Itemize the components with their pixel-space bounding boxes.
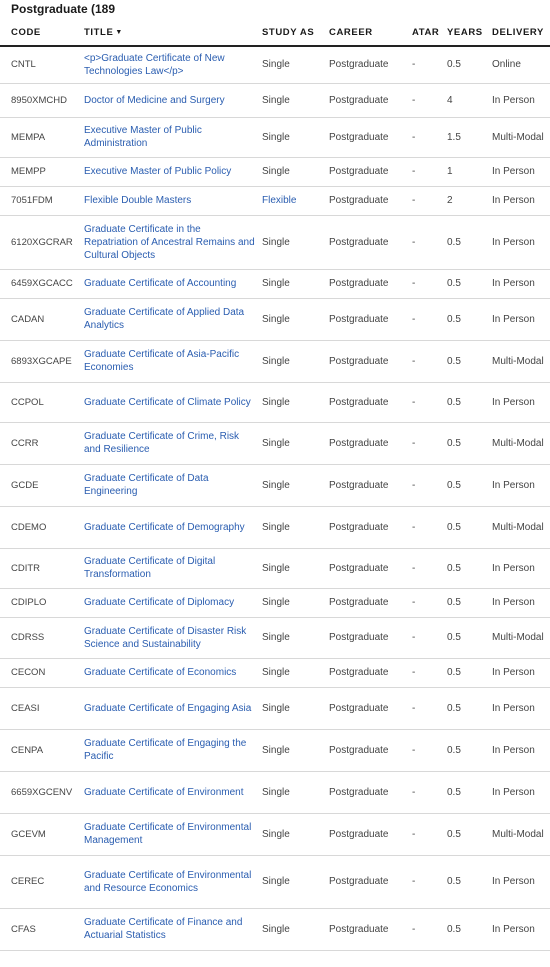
row-delivery: In Person xyxy=(492,729,550,771)
row-title-link[interactable]: Graduate Certificate of Disaster Risk Science and Sustainability xyxy=(84,617,262,658)
table-row[interactable] xyxy=(0,687,550,729)
row-study-as: Single xyxy=(262,548,329,588)
row-atar: - xyxy=(412,813,447,855)
row-code: CEREC xyxy=(0,855,84,908)
row-study-as: Single xyxy=(262,157,329,186)
table-header-row xyxy=(0,19,550,46)
row-years: 4 xyxy=(447,83,492,117)
row-title-link[interactable]: Graduate Certificate of Finance and Actuarial Statistics xyxy=(84,908,262,950)
programs-table xyxy=(0,19,550,951)
row-years: 0.5 xyxy=(447,215,492,269)
row-study-as: Single xyxy=(262,464,329,506)
row-years: 0.5 xyxy=(447,729,492,771)
row-years: 1.5 xyxy=(447,117,492,157)
row-title-link[interactable]: Graduate Certificate of Engaging the Pacific xyxy=(84,729,262,771)
section-heading: Postgraduate (189 xyxy=(11,2,116,16)
col-header-years[interactable]: YEARS xyxy=(447,19,492,46)
row-career: Postgraduate xyxy=(329,186,412,215)
row-study-as: Single xyxy=(262,422,329,464)
row-code: MEMPA xyxy=(0,117,84,157)
table-row[interactable] xyxy=(0,813,550,855)
row-atar: - xyxy=(412,771,447,813)
row-career: Postgraduate xyxy=(329,687,412,729)
row-study-as: Single xyxy=(262,687,329,729)
table-row[interactable] xyxy=(0,908,550,950)
row-study-as: Single xyxy=(262,83,329,117)
row-title-link[interactable]: Graduate Certificate of Environmental Management xyxy=(84,813,262,855)
row-atar: - xyxy=(412,729,447,771)
row-delivery: In Person xyxy=(492,658,550,687)
row-career: Postgraduate xyxy=(329,340,412,382)
row-study-as: Single xyxy=(262,382,329,422)
row-atar: - xyxy=(412,908,447,950)
table-row[interactable] xyxy=(0,617,550,658)
row-code: CFAS xyxy=(0,908,84,950)
row-delivery: Online xyxy=(492,46,550,83)
row-delivery: In Person xyxy=(492,382,550,422)
row-years: 1 xyxy=(447,157,492,186)
col-header-career[interactable]: CAREER xyxy=(329,19,412,46)
row-delivery: In Person xyxy=(492,548,550,588)
row-atar: - xyxy=(412,215,447,269)
row-code: CCRR xyxy=(0,422,84,464)
row-title-link[interactable]: Flexible Double Masters xyxy=(84,186,262,215)
row-career: Postgraduate xyxy=(329,813,412,855)
row-delivery: In Person xyxy=(492,186,550,215)
row-title-link[interactable]: Graduate Certificate of Economics xyxy=(84,658,262,687)
row-delivery: In Person xyxy=(492,298,550,340)
row-delivery: Multi-Modal xyxy=(492,617,550,658)
row-years: 0.5 xyxy=(447,422,492,464)
row-title-link[interactable]: Graduate Certificate of Climate Policy xyxy=(84,382,262,422)
row-title-link[interactable]: Graduate Certificate of Environment xyxy=(84,771,262,813)
row-code: 6459XGCACC xyxy=(0,269,84,298)
row-study-as: Single xyxy=(262,588,329,617)
row-atar: - xyxy=(412,658,447,687)
row-atar: - xyxy=(412,687,447,729)
row-atar: - xyxy=(412,464,447,506)
row-delivery: Multi-Modal xyxy=(492,506,550,548)
table-row[interactable] xyxy=(0,548,550,588)
row-years: 0.5 xyxy=(447,855,492,908)
table-row[interactable] xyxy=(0,506,550,548)
col-header-delivery[interactable]: DELIVERY xyxy=(492,19,550,46)
row-years: 0.5 xyxy=(447,464,492,506)
row-atar: - xyxy=(412,422,447,464)
col-header-study-as[interactable]: STUDY AS xyxy=(262,19,329,46)
table-row[interactable] xyxy=(0,215,550,269)
row-career: Postgraduate xyxy=(329,157,412,186)
row-title-link[interactable]: <p>Graduate Certificate of New Technologies Law</p> xyxy=(84,46,262,83)
row-code: 8950XMCHD xyxy=(0,83,84,117)
row-atar: - xyxy=(412,506,447,548)
row-study-as: Single xyxy=(262,215,329,269)
row-years: 0.5 xyxy=(447,548,492,588)
row-atar: - xyxy=(412,46,447,83)
row-years: 2 xyxy=(447,186,492,215)
row-study-as: Single xyxy=(262,298,329,340)
row-study-as: Single xyxy=(262,658,329,687)
row-title-link[interactable]: Graduate Certificate of Accounting xyxy=(84,269,262,298)
row-career: Postgraduate xyxy=(329,269,412,298)
row-code: CDIPLO xyxy=(0,588,84,617)
row-title-link[interactable]: Graduate Certificate of Environmental and Resource Economics xyxy=(84,855,262,908)
row-years: 0.5 xyxy=(447,46,492,83)
row-career: Postgraduate xyxy=(329,117,412,157)
row-years: 0.5 xyxy=(447,813,492,855)
col-header-code[interactable]: CODE xyxy=(0,19,84,46)
row-atar: - xyxy=(412,588,447,617)
row-title-link[interactable]: Graduate Certificate of Applied Data Analytics xyxy=(84,298,262,340)
row-atar: - xyxy=(412,340,447,382)
row-years: 0.5 xyxy=(447,340,492,382)
row-title-link[interactable]: Executive Master of Public Administration xyxy=(84,117,262,157)
row-study-as: Single xyxy=(262,340,329,382)
row-years: 0.5 xyxy=(447,269,492,298)
row-title-link[interactable]: Doctor of Medicine and Surgery xyxy=(84,83,262,117)
row-career: Postgraduate xyxy=(329,908,412,950)
row-delivery: Multi-Modal xyxy=(492,117,550,157)
row-study-as: Single xyxy=(262,46,329,83)
row-code: 6120XGCRAR xyxy=(0,215,84,269)
row-title-link[interactable]: Graduate Certificate of Digital Transformation xyxy=(84,548,262,588)
row-code: CNTL xyxy=(0,46,84,83)
row-atar: - xyxy=(412,157,447,186)
row-title-link[interactable]: Graduate Certificate of Engaging Asia xyxy=(84,687,262,729)
row-career: Postgraduate xyxy=(329,588,412,617)
row-study-as: Single xyxy=(262,855,329,908)
row-atar: - xyxy=(412,548,447,588)
row-study-as: Single xyxy=(262,117,329,157)
table-row[interactable] xyxy=(0,464,550,506)
table-row[interactable] xyxy=(0,588,550,617)
row-career: Postgraduate xyxy=(329,506,412,548)
table-row[interactable] xyxy=(0,298,550,340)
row-atar: - xyxy=(412,298,447,340)
col-header-title-label: TITLE xyxy=(84,26,114,38)
row-title-link[interactable]: Executive Master of Public Policy xyxy=(84,157,262,186)
row-code: 7051FDM xyxy=(0,186,84,215)
row-code: CDRSS xyxy=(0,617,84,658)
table-row[interactable] xyxy=(0,83,550,117)
row-delivery: In Person xyxy=(492,687,550,729)
row-atar: - xyxy=(412,186,447,215)
row-atar: - xyxy=(412,382,447,422)
row-atar: - xyxy=(412,83,447,117)
table-row[interactable] xyxy=(0,422,550,464)
row-code: CDITR xyxy=(0,548,84,588)
row-delivery: In Person xyxy=(492,83,550,117)
row-delivery: In Person xyxy=(492,464,550,506)
row-study-as: Single xyxy=(262,617,329,658)
row-code: CEASI xyxy=(0,687,84,729)
row-career: Postgraduate xyxy=(329,855,412,908)
row-years: 0.5 xyxy=(447,617,492,658)
row-delivery: In Person xyxy=(492,908,550,950)
row-delivery: Multi-Modal xyxy=(492,813,550,855)
caret-down-icon: ▼ xyxy=(115,28,123,36)
row-delivery: In Person xyxy=(492,588,550,617)
row-code: CADAN xyxy=(0,298,84,340)
row-career: Postgraduate xyxy=(329,298,412,340)
row-title-link[interactable]: Graduate Certificate of Crime, Risk and Resilience xyxy=(84,422,262,464)
row-title-link[interactable]: Graduate Certificate of Demography xyxy=(84,506,262,548)
row-delivery: In Person xyxy=(492,771,550,813)
row-code: GCEVM xyxy=(0,813,84,855)
table-body xyxy=(0,46,550,950)
col-header-atar[interactable]: ATAR xyxy=(412,19,447,46)
row-career: Postgraduate xyxy=(329,464,412,506)
row-study-as: Single xyxy=(262,729,329,771)
row-career: Postgraduate xyxy=(329,215,412,269)
col-header-title[interactable] xyxy=(84,19,262,46)
row-career: Postgraduate xyxy=(329,771,412,813)
table-row[interactable] xyxy=(0,269,550,298)
row-title-link[interactable]: Graduate Certificate of Data Engineering xyxy=(84,464,262,506)
row-years: 0.5 xyxy=(447,382,492,422)
row-study-as: Single xyxy=(262,506,329,548)
table-row[interactable] xyxy=(0,186,550,215)
row-atar: - xyxy=(412,117,447,157)
row-years: 0.5 xyxy=(447,687,492,729)
row-atar: - xyxy=(412,855,447,908)
table-row[interactable] xyxy=(0,658,550,687)
row-study-as: Flexible xyxy=(262,186,329,215)
row-study-as: Single xyxy=(262,771,329,813)
row-code: 6893XGCAPE xyxy=(0,340,84,382)
row-delivery: In Person xyxy=(492,215,550,269)
table-row[interactable] xyxy=(0,117,550,157)
table-row[interactable] xyxy=(0,382,550,422)
row-code: CECON xyxy=(0,658,84,687)
row-title-link[interactable]: Graduate Certificate of Asia-Pacific Economies xyxy=(84,340,262,382)
row-code: 6659XGCENV xyxy=(0,771,84,813)
row-delivery: In Person xyxy=(492,855,550,908)
row-delivery: In Person xyxy=(492,157,550,186)
row-career: Postgraduate xyxy=(329,46,412,83)
row-career: Postgraduate xyxy=(329,382,412,422)
row-title-link[interactable]: Graduate Certificate in the Repatriation of Ancestral Remains and Cultural Objects xyxy=(84,215,262,269)
row-years: 0.5 xyxy=(447,588,492,617)
row-study-as: Single xyxy=(262,908,329,950)
row-career: Postgraduate xyxy=(329,83,412,117)
row-delivery: Multi-Modal xyxy=(492,340,550,382)
row-delivery: In Person xyxy=(492,269,550,298)
row-years: 0.5 xyxy=(447,658,492,687)
table-row[interactable] xyxy=(0,729,550,771)
row-code: CCPOL xyxy=(0,382,84,422)
row-years: 0.5 xyxy=(447,908,492,950)
row-atar: - xyxy=(412,269,447,298)
row-career: Postgraduate xyxy=(329,729,412,771)
row-code: CDEMO xyxy=(0,506,84,548)
row-study-as: Single xyxy=(262,269,329,298)
row-code: GCDE xyxy=(0,464,84,506)
row-code: MEMPP xyxy=(0,157,84,186)
row-study-as: Single xyxy=(262,813,329,855)
row-career: Postgraduate xyxy=(329,548,412,588)
row-atar: - xyxy=(412,617,447,658)
table-row[interactable] xyxy=(0,340,550,382)
table-row[interactable] xyxy=(0,157,550,186)
row-years: 0.5 xyxy=(447,298,492,340)
table-row[interactable] xyxy=(0,46,550,83)
row-title-link[interactable]: Graduate Certificate of Diplomacy xyxy=(84,588,262,617)
row-years: 0.5 xyxy=(447,506,492,548)
row-career: Postgraduate xyxy=(329,617,412,658)
row-code: CENPA xyxy=(0,729,84,771)
row-delivery: Multi-Modal xyxy=(492,422,550,464)
table-row[interactable] xyxy=(0,771,550,813)
row-career: Postgraduate xyxy=(329,422,412,464)
table-row[interactable] xyxy=(0,855,550,908)
row-career: Postgraduate xyxy=(329,658,412,687)
row-years: 0.5 xyxy=(447,771,492,813)
